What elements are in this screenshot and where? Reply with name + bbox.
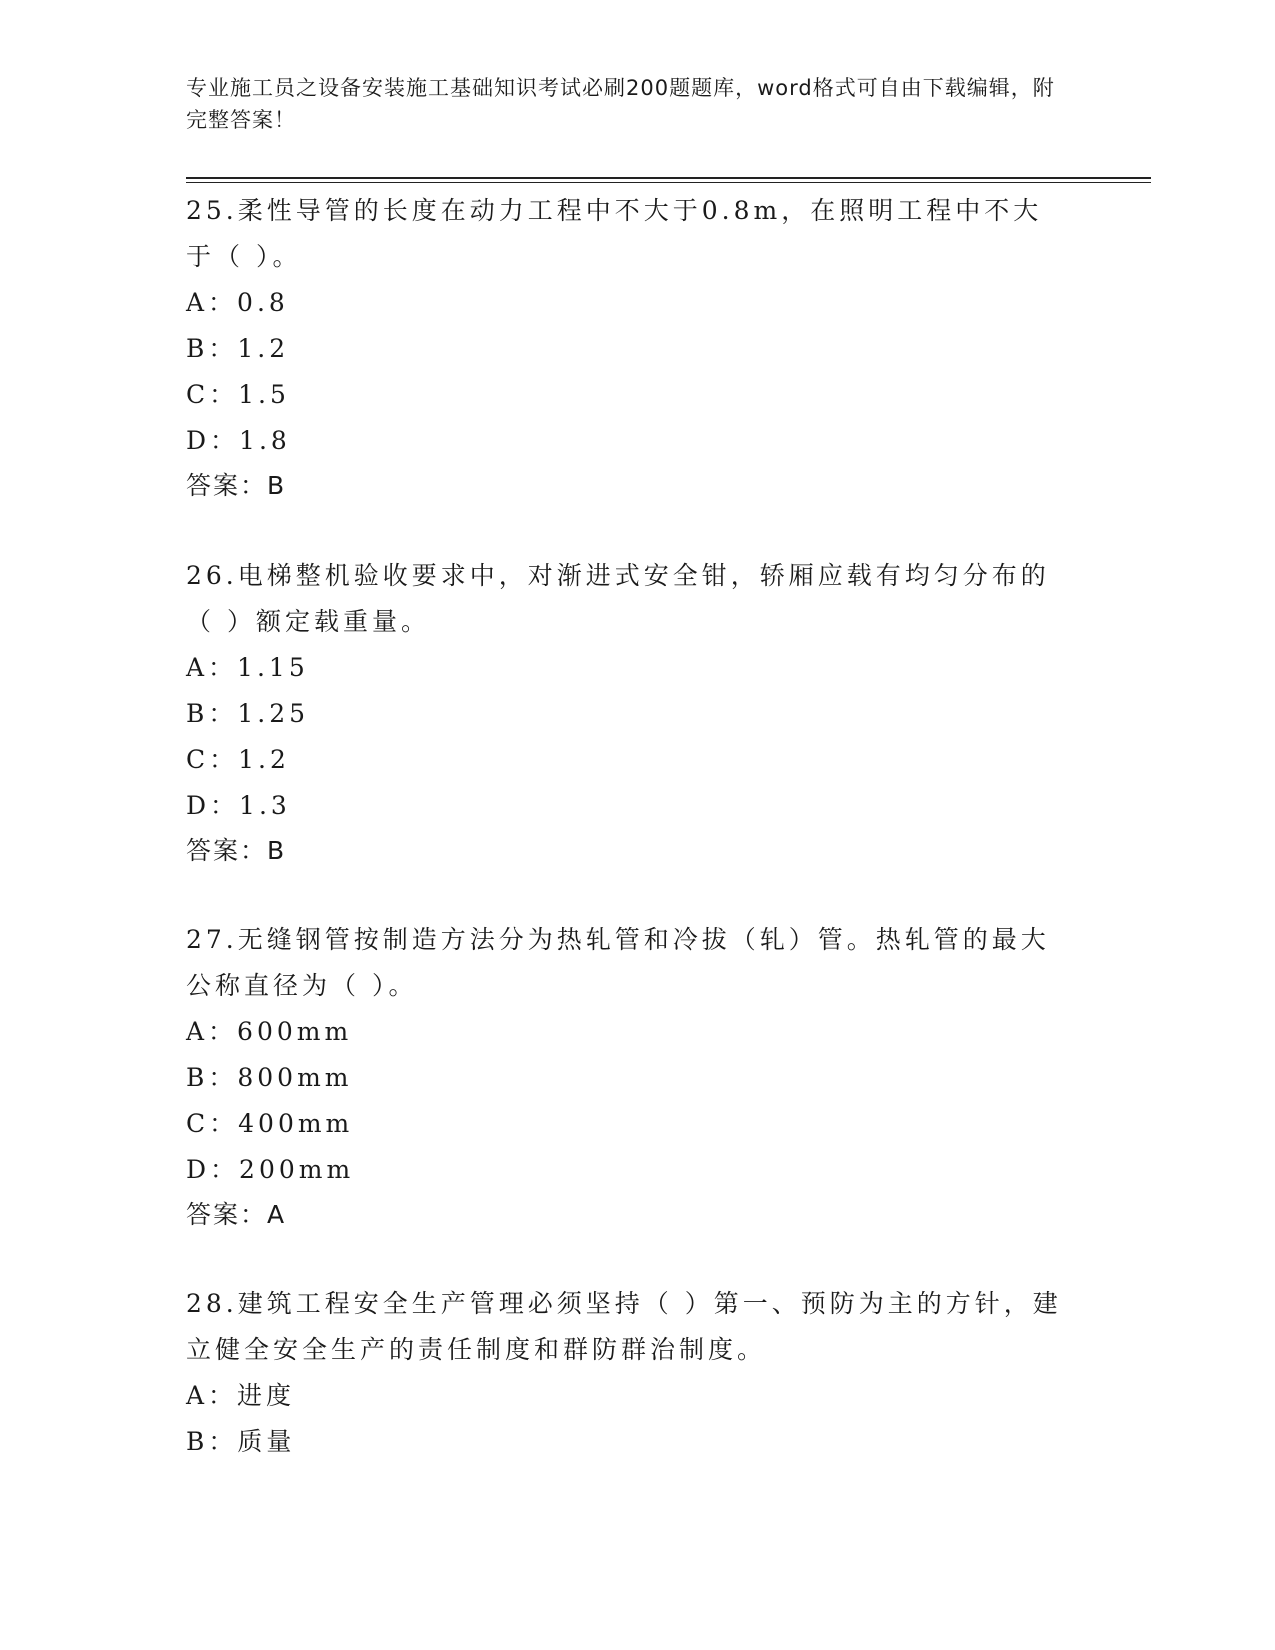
header-divider-thin: [186, 182, 1151, 183]
option-a: A：0.8: [186, 288, 289, 317]
question-26: [186, 553, 1066, 873]
question-stem: 28.建筑工程安全生产管理必须坚持（ ）第一、预防为主的方针，建立健全安全生产的责任制度和群防群治制度。: [186, 1289, 1062, 1364]
option-c: C：400mm: [186, 1109, 354, 1138]
option-b: B：1.25: [186, 699, 310, 728]
option-d: D：1.8: [186, 426, 291, 455]
option-c: C：1.5: [186, 380, 290, 409]
question-25: [186, 188, 1066, 508]
question-stem: 25.柔性导管的长度在动力工程中不大于0.8m，在照明工程中不大于（ ）。: [186, 196, 1043, 271]
question-27: [186, 917, 1066, 1237]
option-b: B：1.2: [186, 334, 290, 363]
answer: 答案：B: [186, 836, 287, 865]
option-d: D：200mm: [186, 1155, 355, 1184]
option-d: D：1.3: [186, 791, 291, 820]
answer: 答案：A: [186, 1200, 287, 1229]
option-b: B：800mm: [186, 1063, 353, 1092]
option-a: A：600mm: [186, 1017, 353, 1046]
question-stem: 27.无缝钢管按制造方法分为热轧管和冷拔（轧）管。热轧管的最大公称直径为（ ）。: [186, 925, 1050, 1000]
question-stem: 26.电梯整机验收要求中，对渐进式安全钳，轿厢应载有均匀分布的（ ）额定载重量。: [186, 561, 1050, 636]
question-28: [186, 1281, 1066, 1465]
option-a: A：进度: [186, 1381, 296, 1410]
option-a: A：1.15: [186, 653, 309, 682]
document-header: 专业施工员之设备安装施工基础知识考试必刷200题题库，word格式可自由下载编辑，附完整答案！: [186, 76, 1055, 132]
header-divider-thick: [186, 177, 1151, 179]
option-c: C：1.2: [186, 745, 290, 774]
option-b: B：质量: [186, 1427, 296, 1456]
answer: 答案：B: [186, 471, 287, 500]
